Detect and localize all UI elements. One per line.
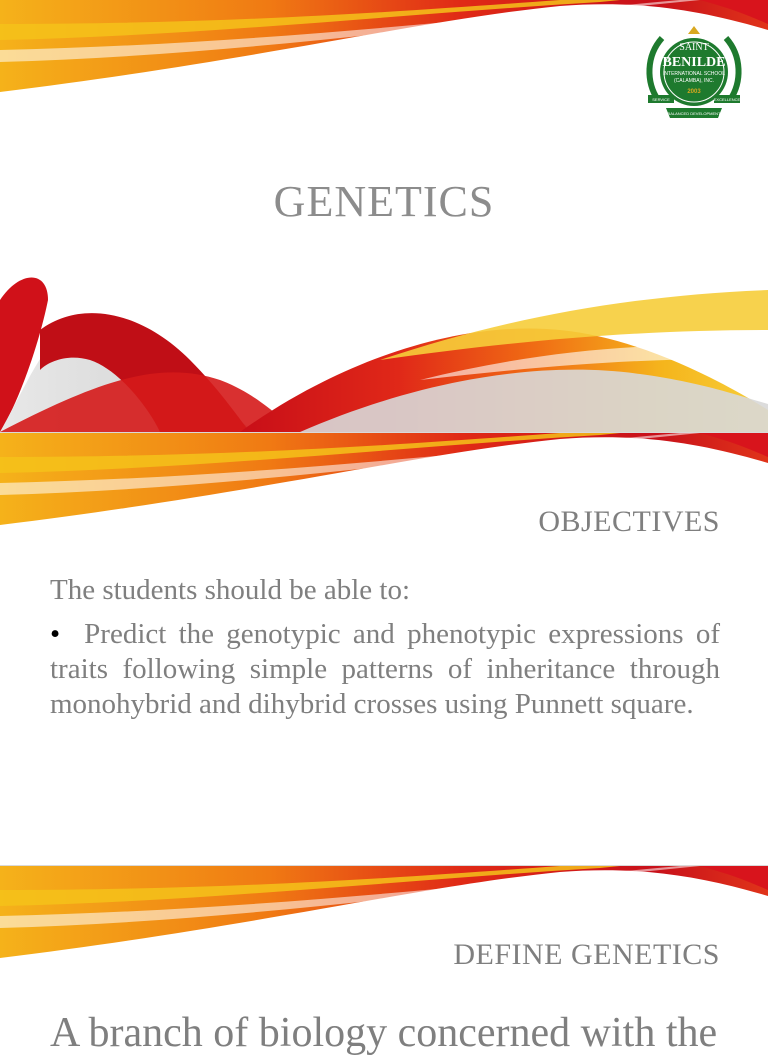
list-item <box>50 617 720 722</box>
title-slide <box>0 0 768 432</box>
logo-top-text: SAINT <box>679 42 709 53</box>
objectives-slide <box>0 433 768 865</box>
logo-name: BENILDE <box>662 55 726 70</box>
laurel-wreath-icon <box>644 22 744 122</box>
define-genetics-slide <box>0 866 768 1056</box>
bullet-icon: • <box>50 618 61 650</box>
logo-left-banner: SERVICE <box>652 97 670 102</box>
slide-heading: DEFINE GENETICS <box>453 938 720 971</box>
definition-text: A branch of biology concerned with the <box>50 1010 718 1056</box>
intro-text: The students should be able to: <box>50 574 411 606</box>
logo-sub2: (CALAMBA), INC. <box>673 78 715 84</box>
objective-text: Predict the genotypic and phenotypic expressions of traits following simple patterns of inheritance through monohybrid and dihybrid crosses using Punnett square. <box>50 618 720 720</box>
slide-heading: OBJECTIVES <box>538 505 720 538</box>
logo-year: 2003 <box>687 89 701 95</box>
slide-title: GENETICS <box>273 177 495 226</box>
logo-right-banner: EXCELLENCE <box>713 97 741 102</box>
school-logo <box>644 22 744 122</box>
logo-sub1: INTERNATIONAL SCHOOL <box>663 71 725 77</box>
logo-bottom-banner: BALANCED DEVELOPMENT <box>667 111 721 116</box>
